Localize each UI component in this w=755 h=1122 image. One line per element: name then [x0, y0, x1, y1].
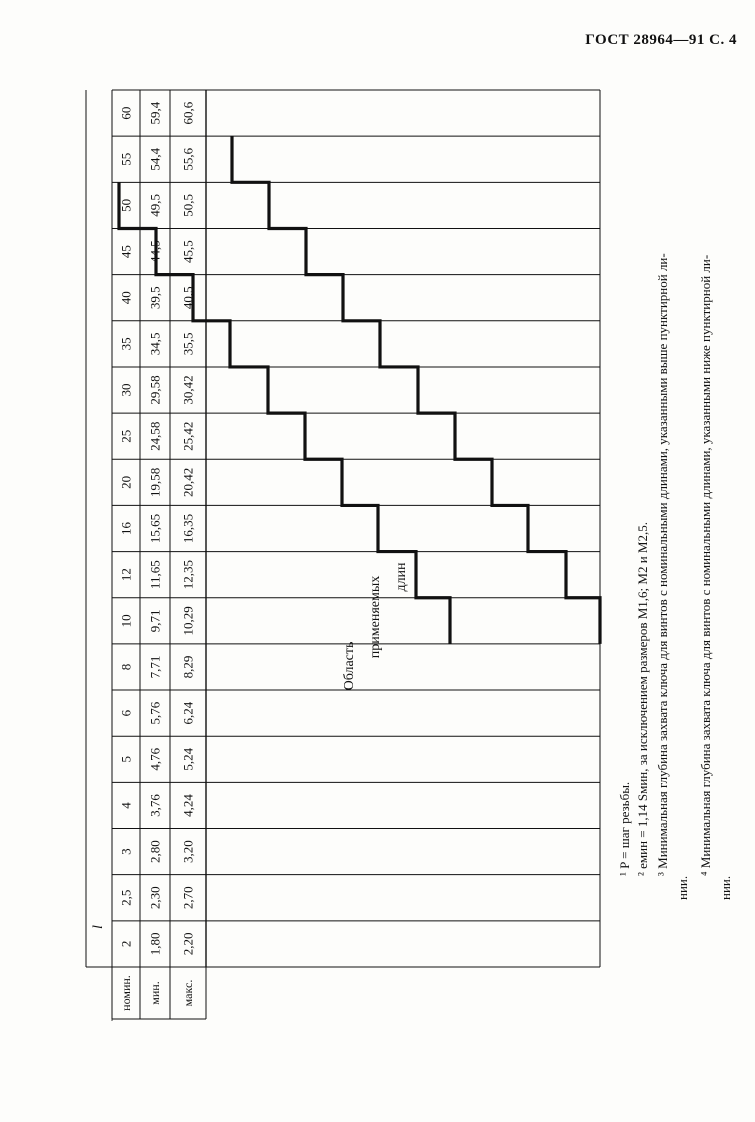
table-cell: 50 [118, 198, 134, 212]
region-label-line-2: применяемых [368, 575, 383, 659]
table-cell: 8 [118, 663, 134, 671]
table-cell: 35,5 [180, 332, 196, 356]
table-cell: 25,42 [180, 421, 196, 451]
table-cell: 50,5 [180, 194, 196, 217]
table-cell: 19,58 [147, 467, 163, 497]
footnote-1: ¹ P = шаг резьбы. [617, 781, 632, 876]
table-cell: 8,29 [180, 655, 196, 679]
table-cell: 3,76 [147, 794, 163, 817]
table-cell: 15,65 [147, 513, 163, 544]
table-cell: 4,76 [147, 747, 163, 771]
footnote-3: ³ Минимальная глубина захвата ключа для винтов с номинальными длинами, указанными выше пунктирной ли- [655, 253, 670, 876]
table-cell: 54,4 [147, 147, 163, 171]
table-cell: 6,24 [180, 701, 196, 725]
table-cell: 4,24 [180, 794, 196, 817]
column-header: макс. [181, 979, 195, 1007]
table-cell: 40,5 [180, 286, 196, 310]
table-cell: 7,71 [147, 655, 163, 679]
table-cell: 3 [118, 848, 134, 855]
column-header: мин. [148, 981, 162, 1005]
footnote-4: ⁴ Минимальная глубина захвата ключа для винтов с номинальными длинами, указанными ниже пунктирной ли- [698, 254, 713, 876]
region-label-line-1: Область [342, 641, 357, 691]
table-cell: 20 [118, 475, 134, 489]
table-cell: 3,20 [180, 840, 196, 863]
table-cell: 45 [118, 245, 134, 259]
table-cell: 10 [118, 614, 134, 628]
table-cell: 30,42 [180, 375, 196, 405]
table-cell: 2,5 [118, 889, 134, 906]
table-cell: 12,35 [180, 560, 196, 590]
table-cell: 2,80 [147, 840, 163, 863]
table-cell: 6 [118, 709, 134, 717]
table-cell: 9,71 [147, 609, 163, 633]
footnote-4-cont: нии. [718, 875, 733, 900]
table-cell: 5,76 [147, 701, 163, 725]
table-cell: 2,30 [147, 886, 163, 910]
table-cell: 45,5 [180, 240, 196, 263]
table-cell: 5,24 [180, 747, 196, 771]
table-cell: 29,58 [147, 375, 163, 405]
table-cell: 24,58 [147, 421, 163, 451]
table-cell: 55 [118, 152, 134, 166]
table-cell: 10,29 [180, 606, 196, 636]
table-cell: 2 [118, 940, 134, 948]
table-cell: 12 [118, 568, 134, 582]
table-cell: 5 [118, 756, 134, 763]
table-cell: 16,35 [180, 513, 196, 544]
table-cell: 55,6 [180, 147, 196, 171]
table-cell: 34,5 [147, 332, 163, 356]
group-header-l: l [91, 925, 106, 929]
table-cell: 2,20 [180, 932, 196, 956]
table-cell: 39,5 [147, 286, 163, 310]
table-cell: 1,80 [147, 932, 163, 956]
footnote-3-cont: нии. [675, 875, 690, 900]
table-cell: 20,42 [180, 467, 196, 497]
table-cell: 16 [118, 522, 134, 535]
table-cell: 2,70 [180, 886, 196, 910]
table-cell: 49,5 [147, 194, 163, 217]
column-header: номин. [119, 975, 133, 1011]
region-label-line-3: длин [394, 562, 409, 592]
table-cell: 44,5 [147, 240, 163, 263]
table-cell: 60 [118, 106, 134, 120]
footnote-2: ² eмин = 1,14 Sмин, за исключением размеров M1,6; M2 и M2,5. [635, 522, 650, 876]
table-cell: 60,6 [180, 101, 196, 125]
table-cell: 35 [118, 337, 134, 351]
table-cell: 59,4 [147, 101, 163, 125]
table-cell: 4 [118, 802, 134, 809]
table-cell: 11,65 [147, 560, 163, 590]
table-cell: 40 [118, 291, 134, 305]
page-header: ГОСТ 28964—91 С. 4 [585, 32, 737, 48]
table-cell: 30 [118, 383, 134, 397]
table-cell: 25 [118, 429, 134, 443]
